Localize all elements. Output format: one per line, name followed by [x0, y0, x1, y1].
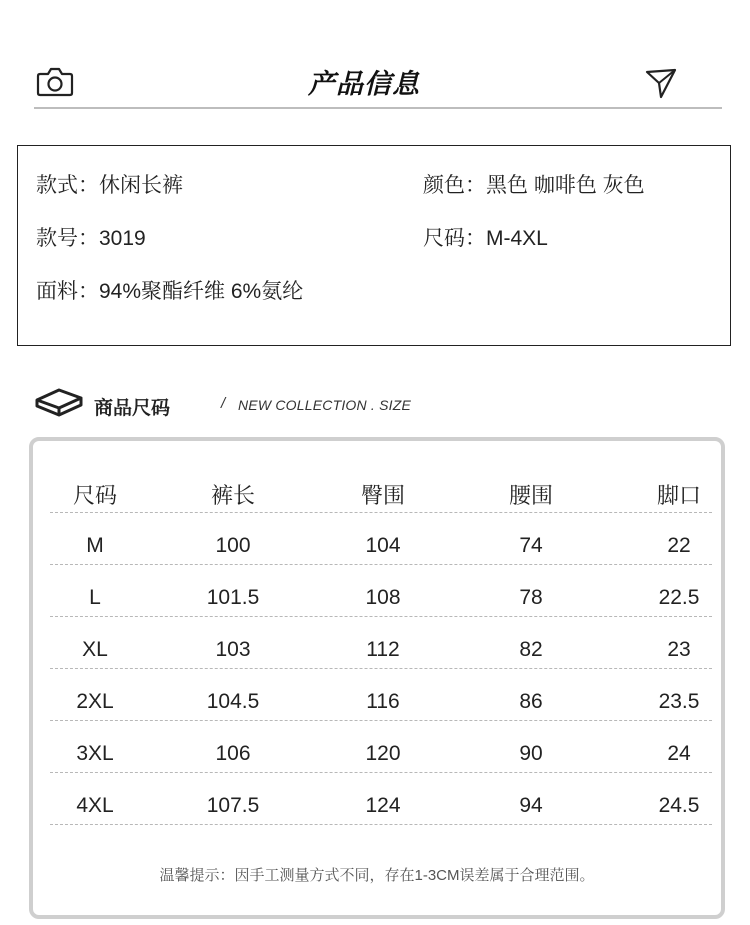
cell-hip: 108	[365, 586, 401, 609]
header-hip: 臀围	[360, 483, 405, 508]
cell-size: 3XL	[76, 742, 114, 765]
style-label: 款式：	[36, 174, 99, 197]
header-hem: 脚口	[656, 483, 701, 508]
table-row	[50, 617, 712, 669]
cell-waist: 86	[519, 690, 543, 713]
cell-length: 101.5	[206, 586, 260, 609]
cell-waist: 94	[519, 794, 543, 817]
style-info	[36, 169, 183, 199]
send-icon[interactable]	[644, 66, 678, 100]
item-no-value: 3019	[99, 227, 146, 250]
cell-waist: 74	[519, 534, 543, 557]
cell-length: 103	[215, 638, 251, 661]
cell-waist: 78	[519, 586, 543, 609]
cell-hip: 120	[365, 742, 401, 765]
cell-size: 2XL	[76, 690, 114, 713]
cell-hem: 23	[667, 638, 691, 661]
cell-length: 104.5	[206, 690, 260, 713]
cell-waist: 82	[519, 638, 543, 661]
header-waist: 腰围	[508, 483, 553, 508]
box-icon	[34, 381, 84, 421]
size-range-label: 尺码：	[423, 227, 486, 250]
fabric-info	[36, 275, 303, 305]
cell-size: M	[86, 534, 104, 557]
section-separator: /	[221, 395, 226, 412]
cell-hem: 24.5	[658, 794, 700, 817]
measurement-note: 温馨提示：因手工测量方式不同，存在1-3CM误差属于合理范围。	[159, 867, 595, 884]
cell-length: 100	[215, 534, 251, 557]
table-row	[50, 721, 712, 773]
fabric-value: 94%聚酯纤维 6%氨纶	[99, 280, 304, 303]
size-range-info	[423, 222, 548, 252]
cell-size: L	[89, 586, 101, 609]
cell-hem: 23.5	[658, 690, 700, 713]
color-info	[423, 169, 645, 199]
table-row	[50, 669, 712, 721]
size-section-heading	[34, 381, 454, 421]
cell-length: 106	[215, 742, 251, 765]
table-row	[50, 513, 712, 565]
size-table	[50, 479, 712, 825]
cell-hem: 22.5	[658, 586, 700, 609]
size-section-title: 商品尺码	[94, 398, 171, 419]
size-chart-card	[29, 437, 725, 919]
cell-size: XL	[82, 638, 108, 661]
style-value: 休闲长裤	[99, 174, 183, 197]
size-range-value: M-4XL	[486, 227, 548, 250]
header-size: 尺码	[72, 483, 117, 508]
color-value: 黑色 咖啡色 灰色	[486, 174, 645, 197]
fabric-label: 面料：	[36, 280, 99, 303]
cell-size: 4XL	[76, 794, 114, 817]
cell-hip: 116	[366, 690, 400, 713]
table-row	[50, 773, 712, 825]
header	[0, 0, 750, 110]
header-divider	[34, 107, 722, 109]
cell-hem: 24	[667, 742, 691, 765]
color-label: 颜色：	[423, 174, 486, 197]
size-section-subtitle: NEW COLLECTION . SIZE	[238, 397, 411, 413]
cell-length: 107.5	[206, 794, 260, 817]
cell-waist: 90	[519, 742, 543, 765]
page-title: 产品信息	[308, 69, 420, 99]
table-row	[50, 565, 712, 617]
header-length: 裤长	[210, 483, 255, 508]
item-no-info	[36, 222, 146, 252]
cell-hip: 124	[365, 794, 401, 817]
cell-hip: 104	[365, 534, 401, 557]
item-no-label: 款号：	[36, 227, 99, 250]
cell-hip: 112	[366, 638, 400, 661]
product-info-box	[17, 145, 731, 346]
cell-hem: 22	[667, 534, 691, 557]
size-table-header	[50, 479, 712, 513]
